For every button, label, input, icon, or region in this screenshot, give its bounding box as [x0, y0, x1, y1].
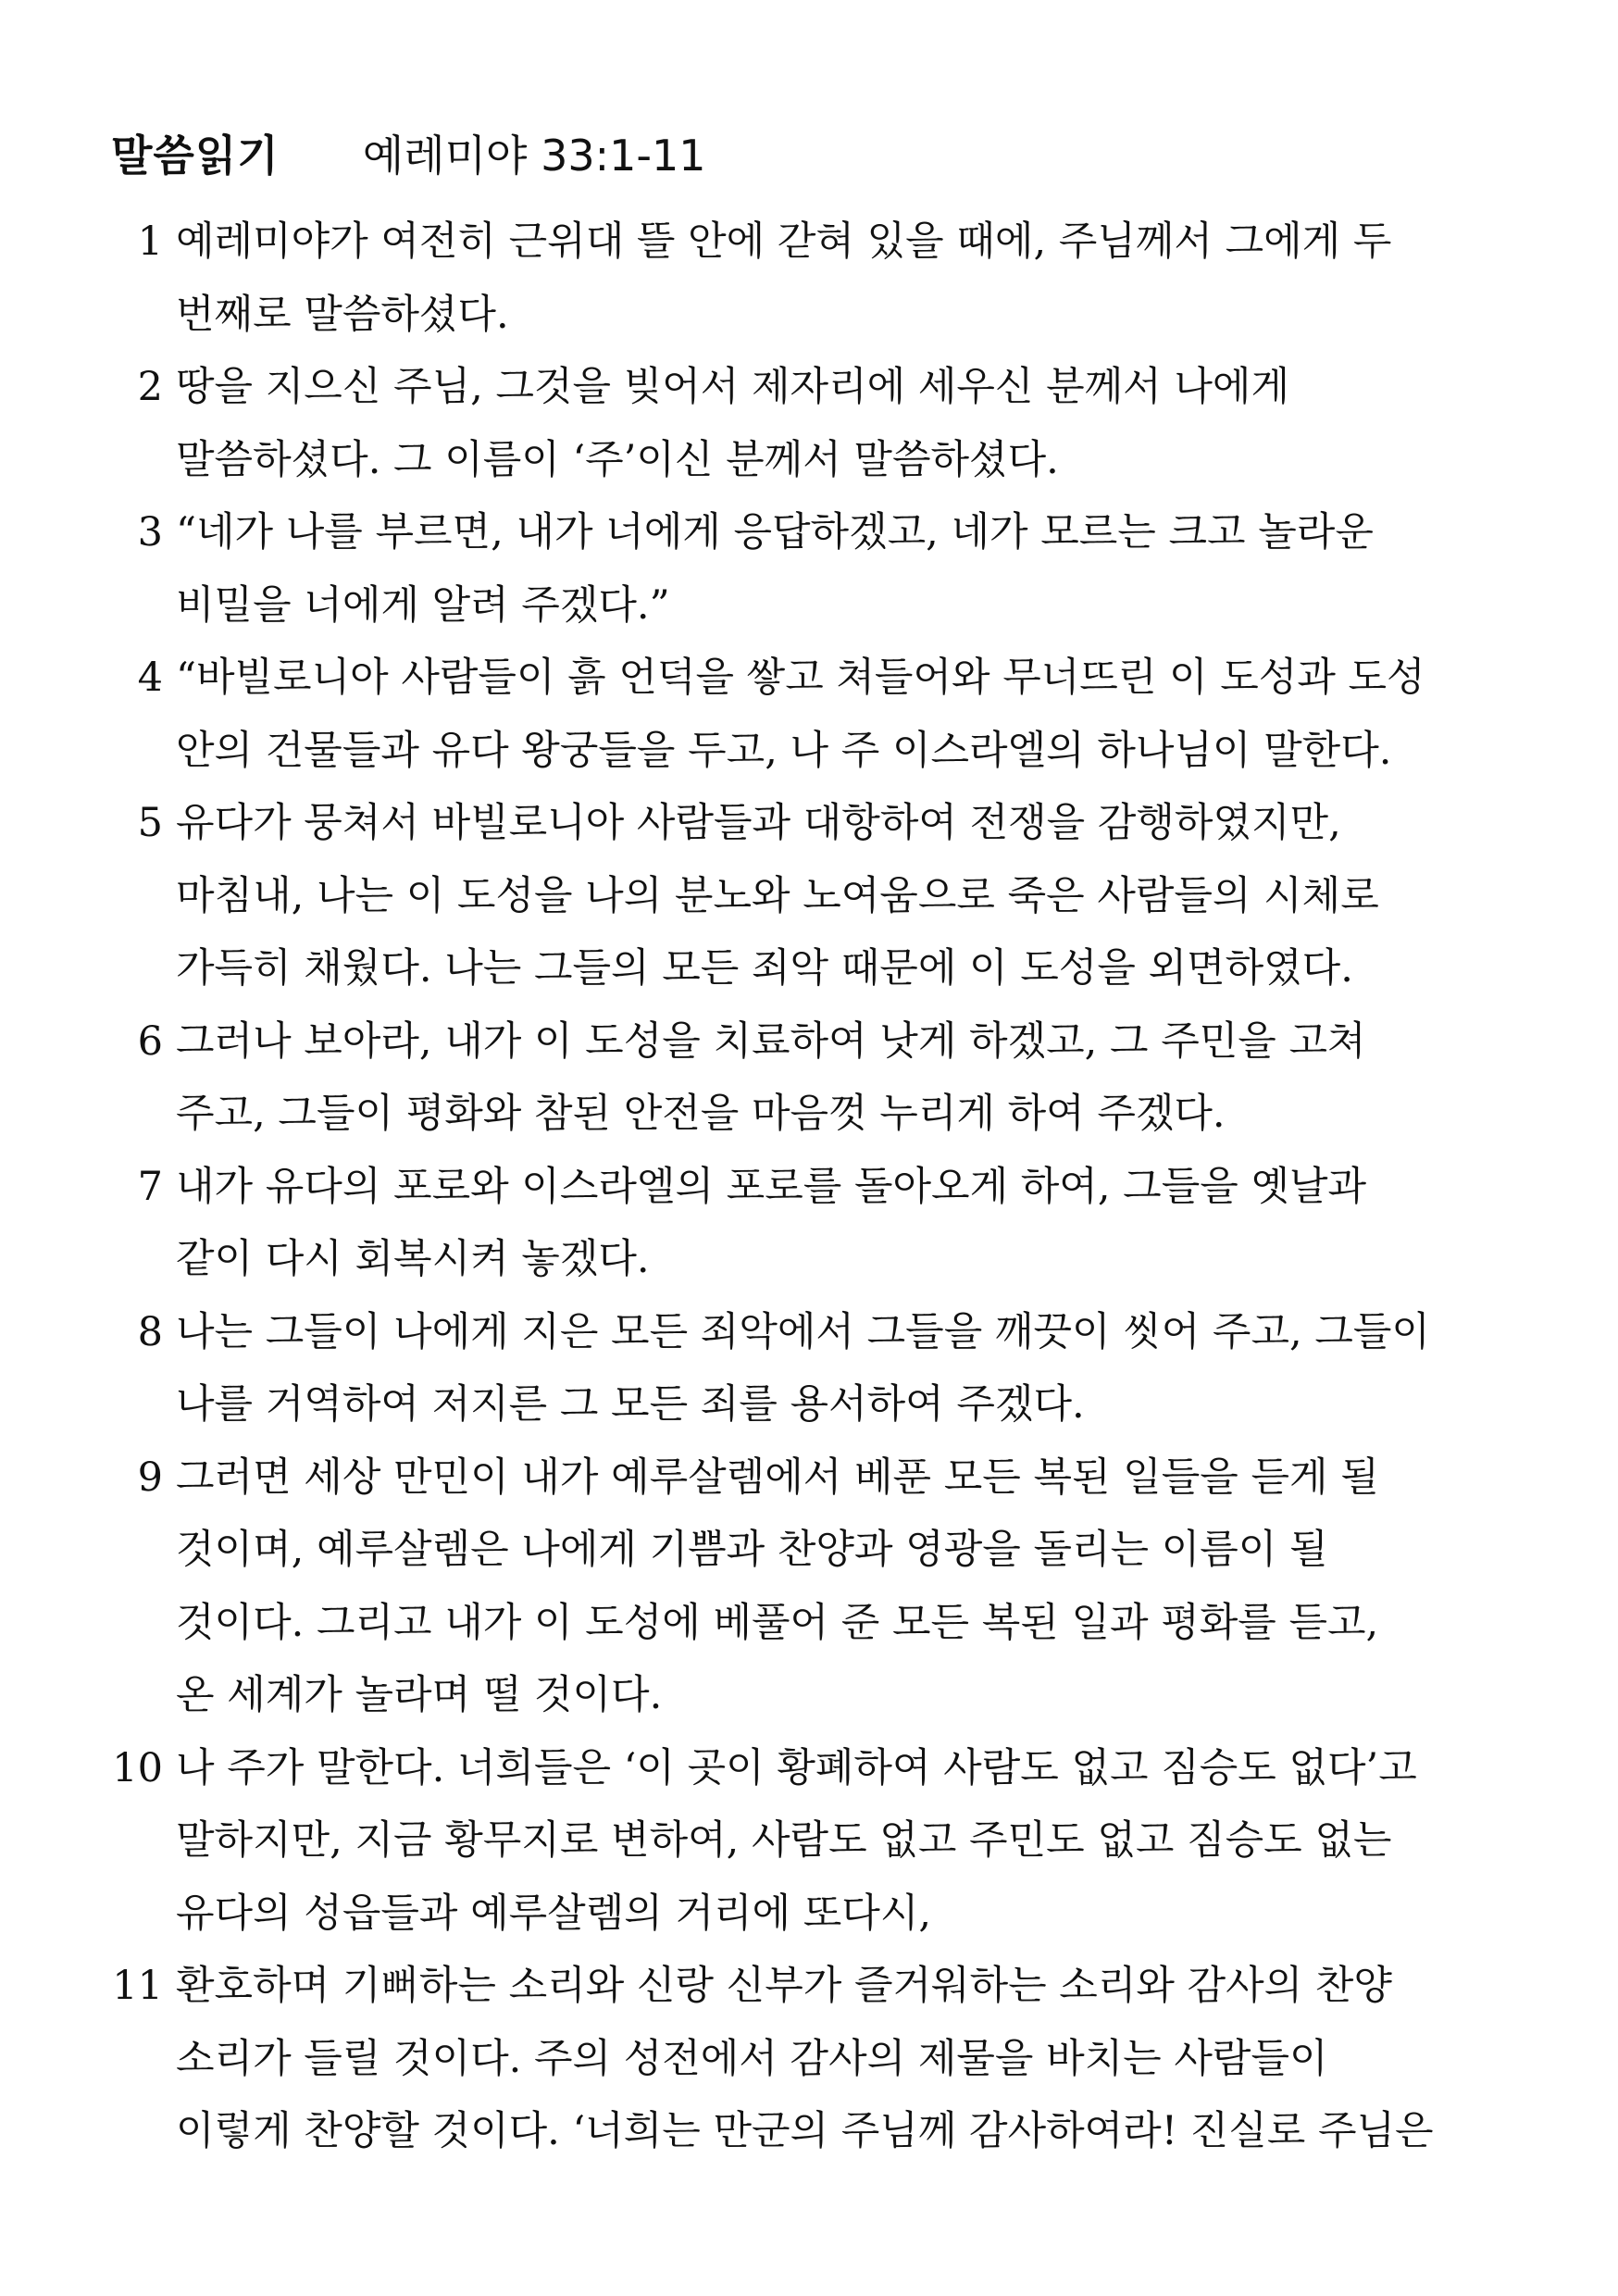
verse-list	[111, 206, 1518, 2168]
verse-line: 환호하며 기뻐하는 소리와 신랑 신부가 즐거워하는 소리와 감사의 찬양	[176, 1963, 1392, 2009]
verse-text	[176, 1441, 1518, 1732]
verse-number: 8	[137, 1308, 163, 1355]
verse-line: 내가 유다의 포로와 이스라엘의 포로를 돌아오게 하여, 그들을 옛날과	[176, 1163, 1367, 1210]
verse-number: 9	[137, 1454, 163, 1501]
verse-text	[176, 1296, 1518, 1441]
verse-line: 그러나 보아라, 내가 이 도성을 치료하여 낫게 하겠고, 그 주민을 고쳐	[176, 1017, 1366, 1065]
verse-line: 유다가 뭉쳐서 바빌로니아 사람들과 대항하여 전쟁을 감행하였지만,	[176, 800, 1341, 846]
verse-line: 같이 다시 회복시켜 놓겠다.	[176, 1236, 650, 1282]
verse-line: 안의 건물들과 유다 왕궁들을 두고, 나 주 이스라엘의 하나님이 말한다.	[176, 727, 1392, 774]
verse-line: 것이다. 그리고 내가 이 도성에 베풀어 준 모든 복된 일과 평화를 듣고,	[176, 1599, 1379, 1646]
verse-line: 말씀하셨다. 그 이름이 ‘주’이신 분께서 말씀하셨다.	[176, 436, 1059, 483]
verse-11	[111, 1950, 1518, 2168]
verse-number: 6	[137, 1017, 163, 1065]
verse-line: 주고, 그들이 평화와 참된 안전을 마음껏 누리게 하여 주겠다.	[176, 1091, 1226, 1137]
verse-9	[111, 1441, 1518, 1732]
verse-5	[111, 787, 1518, 1005]
reading-title: 말씀읽기	[111, 131, 280, 181]
verse-line: “바빌로니아 사람들이 흙 언덕을 쌓고 쳐들어와 무너뜨린 이 도성과 도성	[176, 655, 1425, 701]
verse-number: 5	[137, 800, 163, 846]
verse-line: 온 세계가 놀라며 떨 것이다.	[176, 1672, 663, 1718]
verse-line: 예레미야가 여전히 근위대 뜰 안에 갇혀 있을 때에, 주님께서 그에게 두	[176, 218, 1392, 265]
verse-line: 나 주가 말한다. 너희들은 ‘이 곳이 황폐하여 사람도 없고 짐승도 없다’고	[176, 1744, 1417, 1791]
verse-line: 번째로 말씀하셨다.	[176, 291, 509, 338]
verse-number: 2	[137, 364, 163, 410]
verse-line: 마침내, 나는 이 도성을 나의 분노와 노여움으로 죽은 사람들의 시체로	[176, 872, 1379, 919]
verse-line: “네가 나를 부르면, 내가 너에게 응답하겠고, 네가 모르는 크고 놀라운	[176, 509, 1374, 555]
verse-text	[176, 1732, 1518, 1951]
verse-text	[176, 1950, 1518, 2168]
verse-6	[111, 1005, 1518, 1151]
verse-number: 11	[112, 1963, 163, 2009]
verse-text	[176, 642, 1518, 787]
verse-line: 그러면 세상 만민이 내가 예루살렘에서 베푼 모든 복된 일들을 듣게 될	[176, 1454, 1379, 1501]
verse-text	[176, 206, 1518, 351]
verse-number: 10	[112, 1744, 163, 1791]
verse-line: 소리가 들릴 것이다. 주의 성전에서 감사의 제물을 바치는 사람들이	[176, 2035, 1328, 2082]
verse-line: 가득히 채웠다. 나는 그들의 모든 죄악 때문에 이 도성을 외면하였다.	[176, 945, 1353, 992]
verse-1	[111, 206, 1518, 351]
verse-10	[111, 1732, 1518, 1951]
verse-2	[111, 351, 1518, 496]
verse-line: 나를 거역하여 저지른 그 모든 죄를 용서하여 주겠다.	[176, 1381, 1085, 1428]
verse-number: 7	[137, 1163, 163, 1210]
verse-text	[176, 1151, 1518, 1296]
verse-line: 비밀을 너에게 알려 주겠다.”	[176, 581, 670, 629]
verse-3	[111, 496, 1518, 642]
scripture-reference: 예레미야 33:1-11	[362, 131, 706, 181]
verse-8	[111, 1296, 1518, 1441]
verse-line: 것이며, 예루살렘은 나에게 기쁨과 찬양과 영광을 돌리는 이름이 될	[176, 1527, 1328, 1573]
reading-header	[111, 128, 706, 183]
verse-text	[176, 1005, 1518, 1151]
verse-line: 유다의 성읍들과 예루살렘의 거리에 또다시,	[176, 1890, 932, 1937]
verse-number: 1	[137, 218, 163, 265]
verse-7	[111, 1151, 1518, 1296]
verse-4	[111, 642, 1518, 787]
verse-line: 이렇게 찬양할 것이다. ‘너희는 만군의 주님께 감사하여라! 진실로 주님은	[176, 2108, 1434, 2154]
verse-text	[176, 351, 1518, 496]
verse-line: 말하지만, 지금 황무지로 변하여, 사람도 없고 주민도 없고 짐승도 없는	[176, 1817, 1392, 1864]
verse-line: 나는 그들이 나에게 지은 모든 죄악에서 그들을 깨끗이 씻어 주고, 그들이	[176, 1308, 1430, 1355]
verse-text	[176, 787, 1518, 1005]
verse-line: 땅을 지으신 주님, 그것을 빚어서 제자리에 세우신 분께서 나에게	[176, 364, 1290, 410]
verse-text	[176, 496, 1518, 642]
verse-number: 3	[137, 509, 163, 555]
verse-number: 4	[137, 655, 163, 701]
